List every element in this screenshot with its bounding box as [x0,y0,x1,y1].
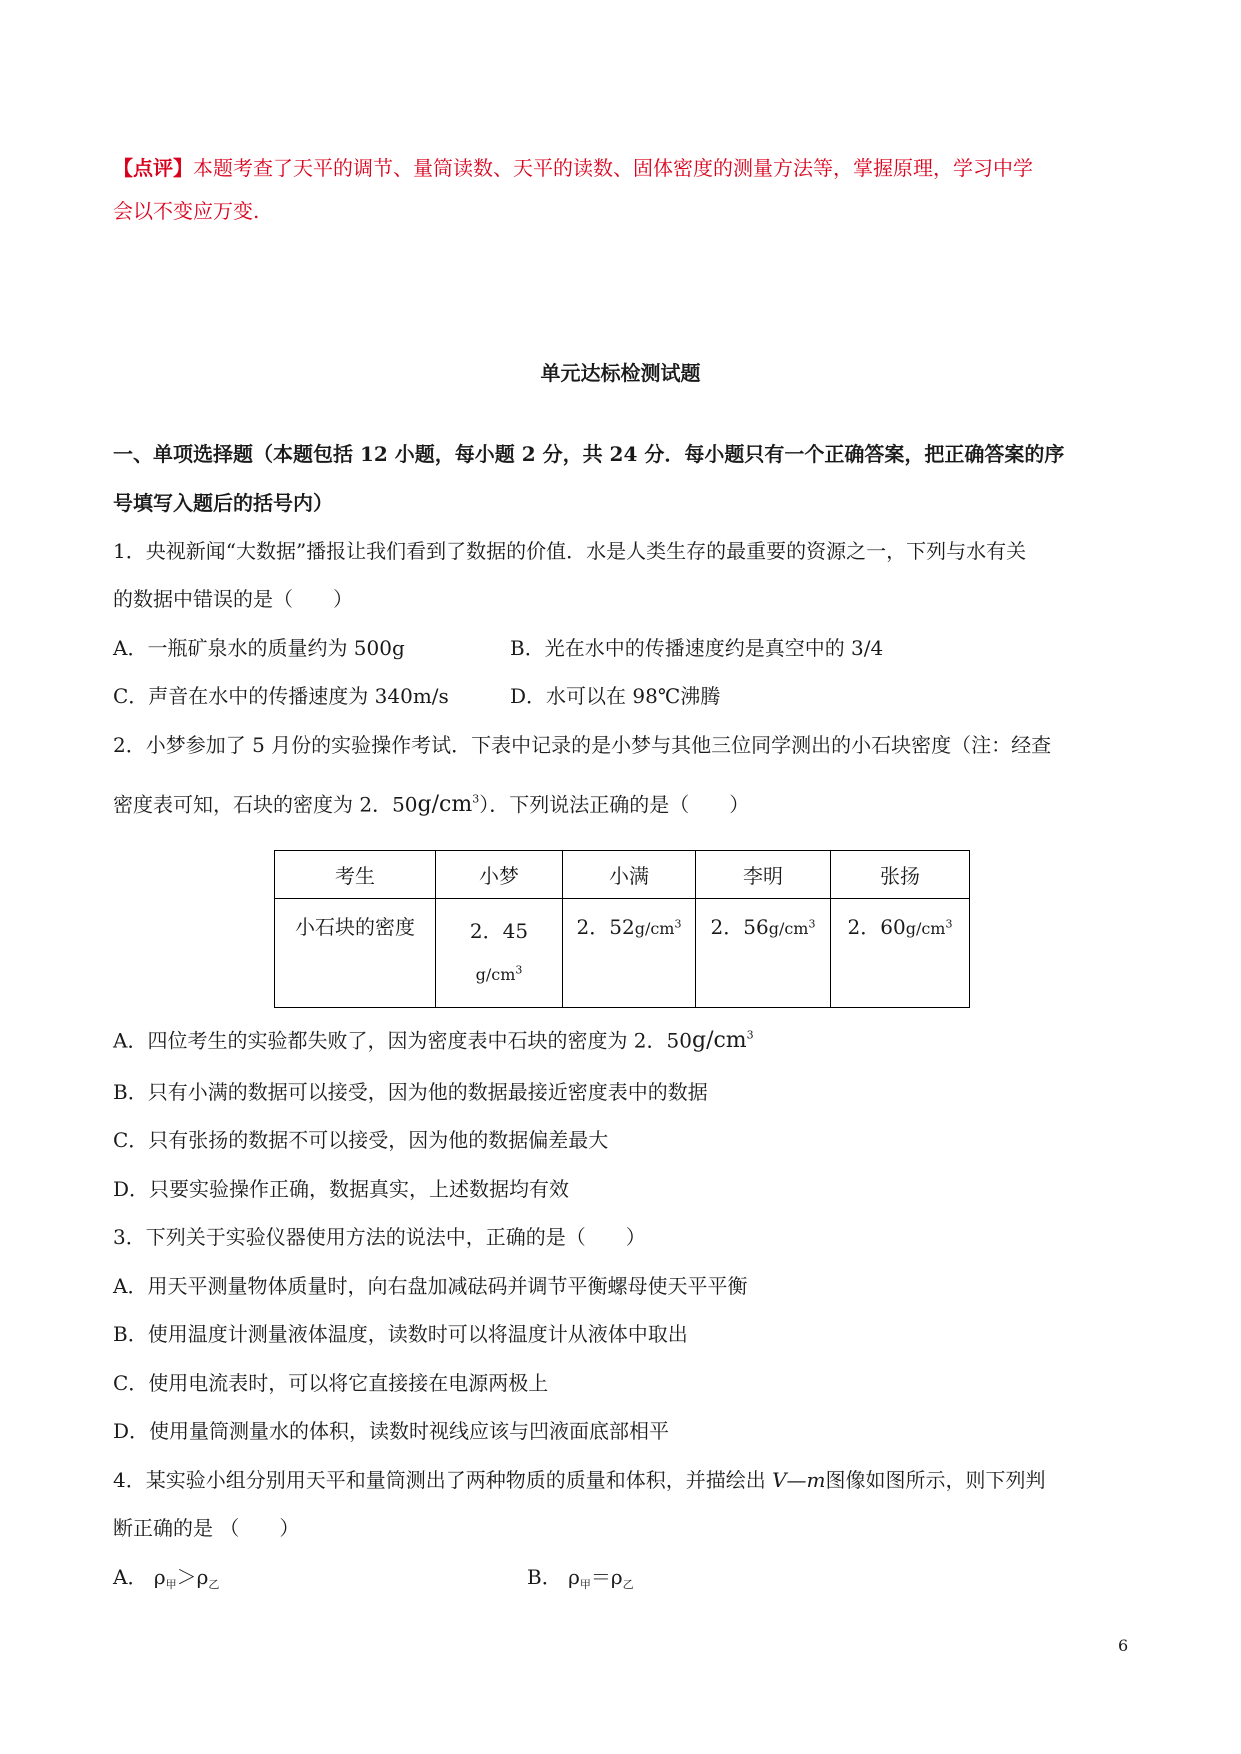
q3-option-c: C．使用电流表时，可以将它直接接在电源两极上 [113,1371,549,1395]
table-header-cell: 小梦 [436,851,563,899]
q3-option-b: B．使用温度计测量液体温度，读数时可以将温度计从液体中取出 [113,1322,688,1346]
page-title: 单元达标检测试题 [540,361,701,385]
comment-tag: 【点评】 [113,156,193,180]
density-table [274,850,970,1008]
comment-line-2: 会以不变应万变. [113,199,260,223]
comment-text-1: 本题考查了天平的调节、量筒读数、天平的读数、固体密度的测量方法等，掌握原理，学习中学 [193,156,1033,180]
q3-option-d: D．使用量筒测量水的体积，读数时视线应该与凹液面底部相平 [113,1419,670,1443]
table-cell: 2．$60g/cm^3$ [831,899,970,1008]
q1-option-d: D．水可以在 98℃沸腾 [510,684,721,708]
table-cell: 2．45 $g/cm^3$ [436,899,563,1008]
q3-stem: 3．下列关于实验仪器使用方法的说法中，正确的是（ ） [113,1225,646,1249]
q2-stem-1: 2．小梦参加了 5 月份的实验操作考试．下表中记录的是小梦与其他三位同学测出的小石块密度（注：经查 [113,733,1052,757]
q4-option-a: A． $\rho_甲>\rho_乙$ [113,1565,220,1591]
table-row-label: 小石块的密度 [275,899,436,1008]
density-unit: $g/cm^3$ [417,792,480,818]
table-header-row [275,851,970,899]
q2-option-d: D．只要实验操作正确，数据真实，上述数据均有效 [113,1177,570,1201]
table-header-cell: 考生 [275,851,436,899]
table-header-cell: 张扬 [831,851,970,899]
q4-option-b: B． $\rho_甲=\rho_乙$ [527,1565,634,1591]
q1-option-b: B．光在水中的传播速度约是真空中的 3/4 [510,636,884,660]
table-header-cell: 李明 [696,851,831,899]
q1-stem-1: 1．央视新闻“大数据”播报让我们看到了数据的价值．水是人类生存的最重要的资源之一，下列与水有关 [113,539,1027,563]
table-cell: 2．$56g/cm^3$ [696,899,831,1008]
section-heading-2: 号填写入题后的括号内） [113,491,333,515]
table-header-cell: 小满 [563,851,696,899]
q2-stem-2 [113,786,749,819]
q2-stem-2-post: ）．下列说法正确的是（ ） [479,792,750,817]
q1-option-a: A．一瓶矿泉水的质量约为 500g [113,636,405,660]
table-cell: 2．$52g/cm^3$ [563,899,696,1008]
table-row [275,899,970,1008]
q4-stem-1: 4．某实验小组分别用天平和量筒测出了两种物质的质量和体积，并描绘出 V—m图像如图所示，则下列判 [113,1468,1046,1492]
q2-option-a: A．四位考生的实验都失败了，因为密度表中石块的密度为 2．$50g/cm^3$ [113,1028,754,1054]
q4-stem-2: 断正确的是 （ ） [113,1516,300,1540]
q2-option-b: B．只有小满的数据可以接受，因为他的数据最接近密度表中的数据 [113,1080,708,1104]
q2-stem-2-pre: 密度表可知，石块的密度为 2．50 [113,792,418,817]
q1-option-c: C．声音在水中的传播速度为 340m/s [113,684,449,708]
section-heading-1: 一、单项选择题（本题包括 12 小题，每小题 2 分，共 24 分．每小题只有一个正确答案，把正确答案的序 [113,442,1065,466]
comment-line-1 [113,154,1033,182]
q2-option-c: C．只有张扬的数据不可以接受，因为他的数据偏差最大 [113,1128,609,1152]
page-number: 6 [1118,1636,1129,1655]
v-m-variable: V—m [772,1468,826,1492]
q3-option-a: A．用天平测量物体质量时，向右盘加减砝码并调节平衡螺母使天平平衡 [113,1274,748,1298]
q1-stem-2: 的数据中错误的是（ ） [113,587,353,611]
